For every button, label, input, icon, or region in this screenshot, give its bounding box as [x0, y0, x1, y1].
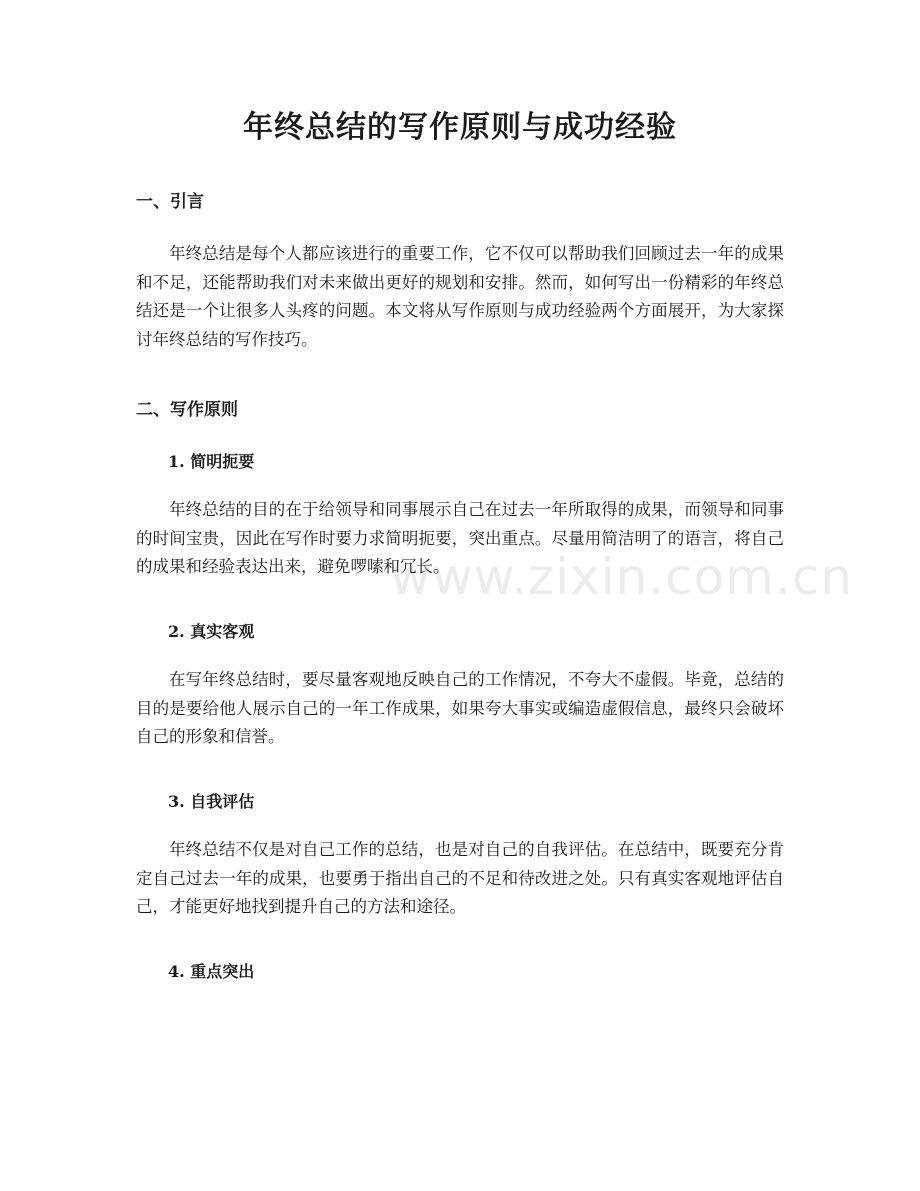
principle-heading-objective: 2. 真实客观: [168, 622, 255, 641]
principle-heading-focus: 4. 重点突出: [168, 962, 255, 981]
section-heading-introduction: 一、引言: [136, 192, 204, 212]
section-heading-principles: 二、写作原则: [136, 400, 238, 420]
principle-heading-self-assessment: 3. 自我评估: [168, 792, 255, 811]
page-title: 年终总结的写作原则与成功经验: [243, 110, 677, 145]
principle-paragraph-concise: 年终总结的目的在于给领导和同事展示自己在过去一年所取得的成果，而领导和同事的时间宝贵，因此在写作时要力求简明扼要，突出重点。尽量用简洁明了的语言，将自己的成果和经验表达出来，避免啰嗦和冗长。: [136, 500, 784, 576]
principle-heading-concise: 1. 简明扼要: [168, 452, 255, 471]
watermark: www.zixin.com.cn: [390, 548, 854, 606]
principle-paragraph-self-assessment: 年终总结不仅是对自己工作的总结，也是对自己的自我评估。在总结中，既要充分肯定自己过去一年的成果，也要勇于指出自己的不足和待改进之处。只有真实客观地评估自己，才能更好地找到提升自己的方法和途径。: [136, 840, 784, 916]
principle-paragraph-objective: 在写年终总结时，要尽量客观地反映自己的工作情况，不夸大不虚假。毕竟，总结的目的是要给他人展示自己的一年工作成果，如果夸大事实或编造虚假信息，最终只会破坏自己的形象和信誉。: [136, 670, 784, 746]
introduction-paragraph: 年终总结是每个人都应该进行的重要工作，它不仅可以帮助我们回顾过去一年的成果和不足，还能帮助我们对未来做出更好的规划和安排。然而，如何写出一份精彩的年终总结还是一个让很多人头疼的问题。本文将从写作原则与成功经验两个方面展开，为大家探讨年终总结的写作技巧。: [136, 244, 784, 349]
